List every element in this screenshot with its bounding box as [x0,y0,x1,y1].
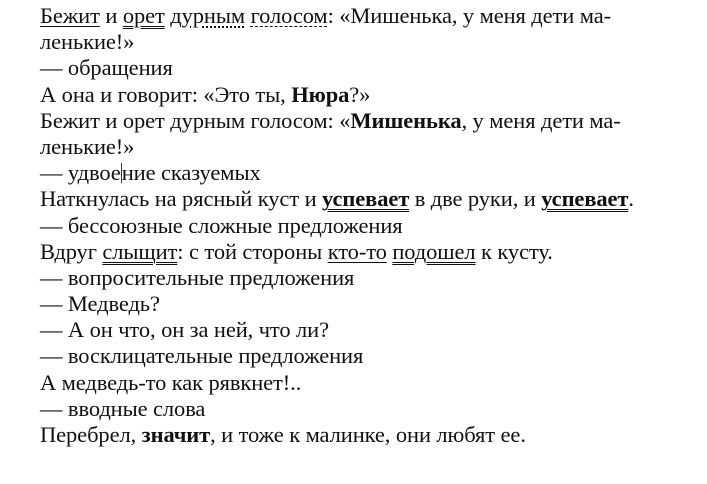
text-line-6 [40,134,699,160]
section-label: ние сказуемых [121,160,261,186]
section-label: — вопросительные предложения [40,264,355,290]
text-line-5 [40,108,699,134]
text-fragment: к кусту. [475,238,553,264]
bold-word: Нюра [291,81,350,107]
section-label: — восклицательные предложения [40,343,364,369]
section-label: — вводные слова [40,395,206,421]
text-fragment: Вдруг [40,238,103,264]
text-fragment: Наткнулась на рясный куст и [40,186,323,212]
text-line-2 [40,29,699,55]
text-line-7 [40,160,699,186]
text-fragment: , у меня дети ма- [461,107,621,133]
text-line-17 [40,422,699,448]
section-label: — обращения [40,55,173,81]
text-fragment: : с той стороны [177,238,328,264]
attribute-underlined: дурным [170,3,246,28]
predicate-underlined: орет [122,3,165,28]
text-line-14 [40,343,699,369]
text-line-15 [40,370,699,396]
predicate-underlined: слыщит [102,238,178,264]
text-line-11 [40,265,699,291]
bold-word: Мишенька [350,107,462,133]
bold-predicate: успевает [541,186,629,212]
dialogue-line: — Медведь? [40,291,160,317]
text-fragment: , и тоже к малинке, они любят ее. [210,422,526,447]
text-fragment: . [628,186,634,212]
text-line-10 [40,239,699,265]
text-fragment: А медведь-то как рявкнет!.. [40,369,302,395]
section-label: — бессоюзные сложные предложения [40,212,403,238]
dialogue-line: — А он что, он за ней, что ли? [40,317,329,343]
text-line-12 [40,291,699,317]
text-fragment: Бежит и орет дурным голосом: « [40,107,351,133]
subject-underlined: Бежит [40,3,100,28]
text-fragment: : «Мишенька, у меня дети ма- [327,3,612,28]
subject-underlined: кто-то [327,238,387,264]
text-line-13 [40,317,699,343]
object-underlined: голосом [250,3,328,28]
text-line-4 [40,82,699,108]
text-fragment: Перебрел, [40,422,142,447]
text-line-8 [40,186,699,212]
text-line-16 [40,396,699,422]
text-line-9 [40,213,699,239]
bold-predicate: успевает [322,186,410,212]
bold-word: значит [141,422,211,447]
section-label: — удвое [40,160,121,186]
text-fragment: ленькие!» [40,29,135,55]
text-fragment: ?» [349,81,371,107]
text-fragment: ленькие!» [40,133,135,159]
text-fragment: и [99,3,123,28]
text-fragment: в две руки, и [409,186,542,212]
text-fragment: А она и говорит: «Это ты, [40,81,292,107]
text-line-3 [40,55,699,81]
text-line-1 [40,3,699,29]
predicate-underlined: подошел [392,238,476,264]
